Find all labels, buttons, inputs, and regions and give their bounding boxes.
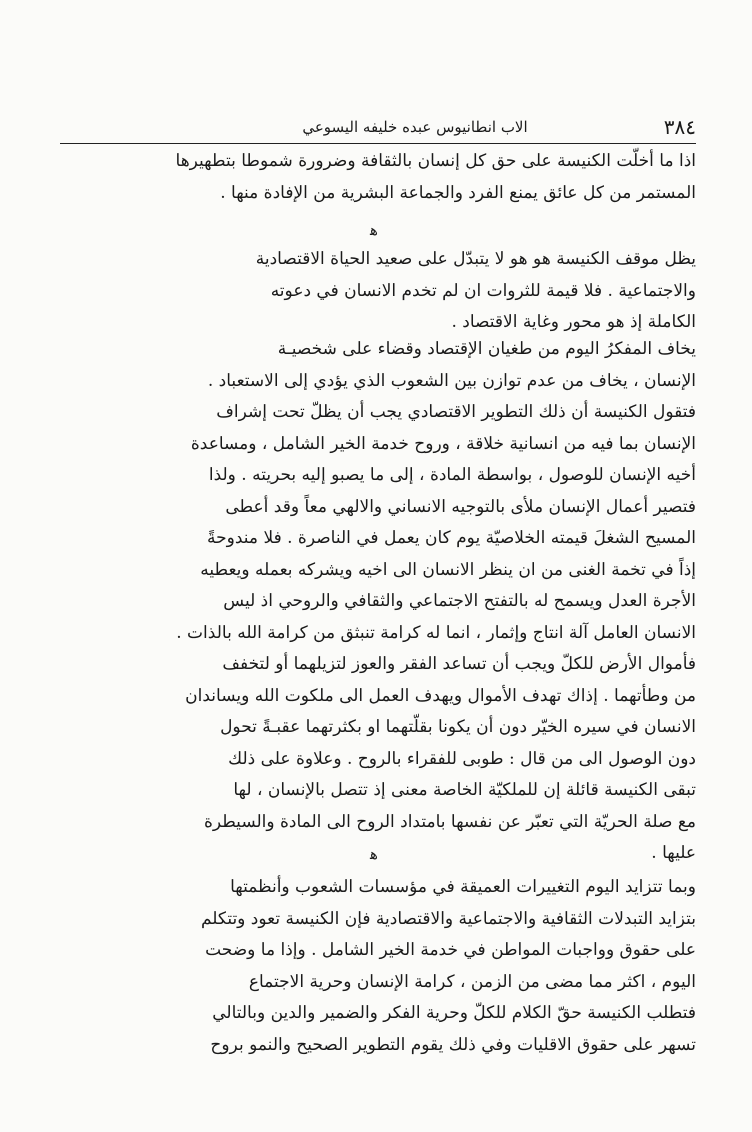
paragraph-rights — [66, 872, 696, 1061]
text-line: يظل موقف الكنيسة هو هو لا يتبدّل على صعيد الحياة الاقتصادية — [255, 249, 696, 269]
text-line: والاجتماعية . فلا قيمة للثروات ان لم تخدم الانسان في دعوته — [270, 280, 696, 301]
section-separator: ﻫ — [370, 845, 378, 863]
text-line: الانسان العامل آلة انتاج وإثمار ، انما له كرامة تنبثق من كرامة الله بالذات . — [176, 622, 696, 643]
running-header — [60, 112, 696, 142]
text-line: تسهر على حقوق الاقليات وفي ذلك يقوم التطوير الصحيح والنمو بروح — [210, 1034, 696, 1055]
text-line: المسيح الشغلَ قيمته الخلاصيّة يوم كان يعمل في الناصرة . فلا مندوحةً — [207, 528, 696, 548]
paragraph-economic-development — [66, 334, 696, 870]
text-line: فتقول الكنيسة أن ذلك التطوير الاقتصادي يجب أن يظلّ تحت إشراف — [216, 402, 696, 422]
page-number: ٣٨٤ — [663, 115, 696, 139]
text-line: دون الوصول الى من قال : طوبى للفقراء بالروح . وعلاوة على ذلك — [228, 748, 696, 769]
running-title: الاب انطانيوس عبده خليفه اليسوعي — [302, 118, 528, 136]
text-line: الإنسان بما فيه من انسانية خلاقة ، وروح خدمة الخير الشامل ، ومساعدة — [190, 433, 696, 454]
text-line: وبما تتزايد اليوم التغييرات العميقة في مؤسسات الشعوب وأنظمتها — [230, 877, 696, 897]
section-separator: ﻫ — [370, 221, 378, 239]
paragraph-culture — [66, 146, 696, 209]
text-line: يخاف المفكرُ اليوم من طغيان الإقتصاد وقضاء على شخصيـة — [277, 339, 696, 359]
text-line: فتطلب الكنيسة حقّ الكلام للكلّ وحرية الفكر والضمير والدين وبالتالي — [212, 1003, 696, 1023]
text-line: بتزايد التبدلات الثقافية والاجتماعية والاقتصادية فإن الكنيسة تعود وتتكلم — [200, 908, 696, 929]
text-line: عليها . — [651, 843, 696, 863]
text-line: الكاملة إذ هو محور وغاية الاقتصاد . — [451, 312, 696, 332]
text-line: اليوم ، اكثر مما مضى من الزمن ، كرامة الإنسان وحرية الاجتماع — [248, 971, 696, 992]
header-rule — [60, 143, 696, 144]
text-line: أخيه الإنسان للوصول ، بواسطة المادة ، إلى ما يصبو إليه بحريته . ولذا — [208, 465, 696, 485]
text-line: الانسان في سيره الخيّر دون أن يكونا بقلّتهما او بكثرتهما عقبـةً تحول — [220, 717, 696, 737]
text-line: فأموال الأرض للكلّ ويجب أن تساعد الفقر والعوز لتزيلهما أو لتخفف — [222, 654, 696, 674]
text-line: الأجرة العدل ويسمح له بالتفتح الاجتماعي والثقافي والروحي اذ ليس — [223, 591, 696, 611]
text-line: على حقوق وواجبات المواطن في خدمة الخير الشامل . وإذا ما وضحت — [205, 940, 696, 960]
text-line: من وطأتهما . إذاك تهدف الأموال ويهدف العمل الى ملكوت الله ويساندان — [185, 685, 696, 706]
text-line: تبقى الكنيسة قائلة إن للملكيّة الخاصة معنى إذ تتصل بالإنسان ، لها — [233, 780, 696, 800]
text-line: المستمر من كل عائق يمنع الفرد والجماعة البشرية من الإفادة منها . — [220, 182, 696, 203]
text-line: إذاً في تخمة الغنى من ان ينظر الانسان الى اخيه ويشركه بعمله ويعطيه — [200, 559, 696, 580]
text-line: اذا ما أخلّت الكنيسة على حق كل إنسان بالثقافة وضرورة شموطا بتطهيرها — [175, 151, 696, 171]
text-line: الإنسان ، يخاف من عدم توازن بين الشعوب الذي يؤدي إلى الاستعباد . — [207, 370, 696, 391]
text-line: فتصير أعمال الإنسان ملأى بالتوجيه الانساني والالهي معاً وقد أعطى — [225, 496, 696, 517]
paragraph-economy — [66, 244, 696, 339]
text-line: مع صلة الحريّة التي تعبّر عن نفسها بامتداد الروح الى المادة والسيطرة — [203, 811, 696, 832]
